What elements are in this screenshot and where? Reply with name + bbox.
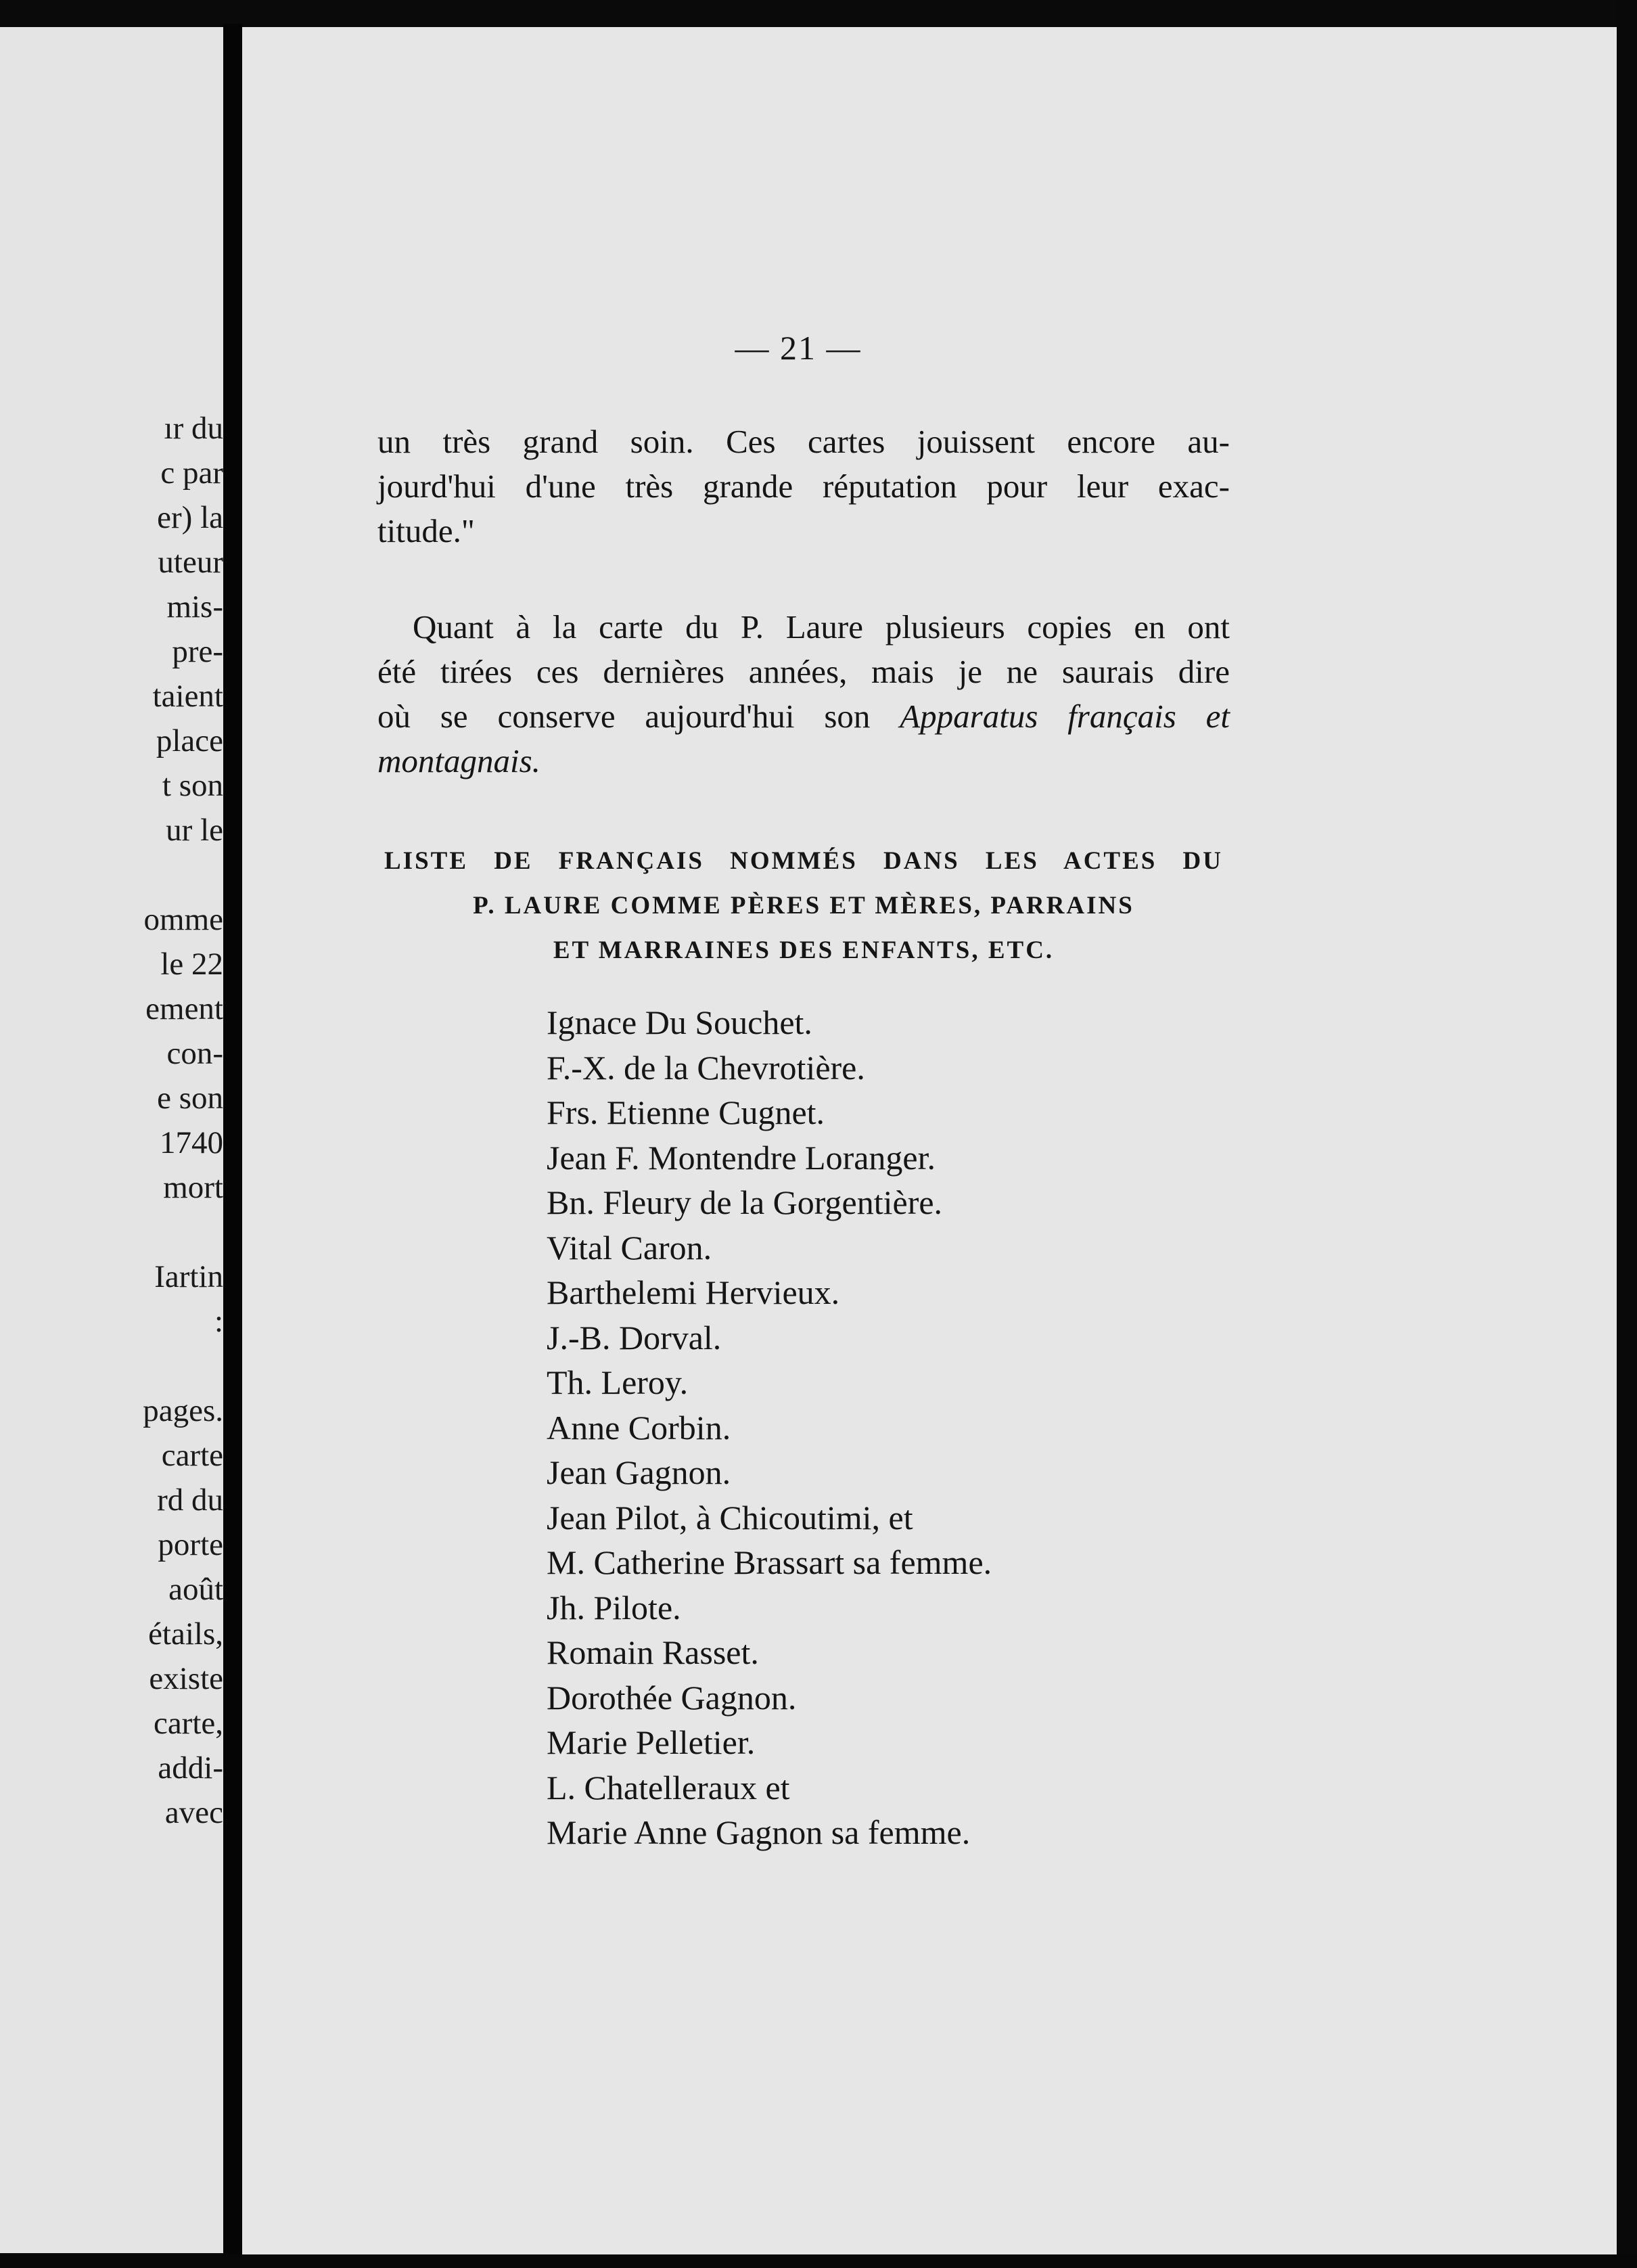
heading-line: LISTE DE FRANÇAIS NOMMÉS DANS LES ACTES DU bbox=[384, 847, 1223, 875]
list-item: Jean Pilot, à Chicoutimi, et bbox=[547, 1498, 913, 1537]
left-page-line: avec bbox=[164, 1795, 223, 1830]
left-page-line: étails, bbox=[148, 1616, 223, 1652]
paragraph-line: été tirées ces dernières années, mais je ne saurais dire bbox=[377, 653, 1230, 690]
paragraph-quote-end bbox=[377, 419, 1230, 553]
list-item: Marie Anne Gagnon sa femme. bbox=[547, 1813, 971, 1851]
left-page-line: addi- bbox=[158, 1750, 223, 1786]
heading-line: P. LAURE COMME PÈRES ET MÈRES, PARRAINS bbox=[473, 892, 1134, 920]
paragraph-line: jourd'hui d'une très grande réputation pour leur exac- bbox=[377, 468, 1230, 505]
left-page-line: pages. bbox=[143, 1393, 223, 1428]
book-title-italic: Apparatus français et bbox=[900, 698, 1230, 735]
left-page-line: ement bbox=[145, 991, 223, 1026]
list-item: Vital Caron. bbox=[547, 1228, 712, 1267]
left-page-line: place bbox=[156, 723, 223, 758]
left-page-line: 1740 bbox=[160, 1125, 223, 1160]
paragraph-line: Quant à la carte du P. Laure plusieurs copies en ont bbox=[413, 608, 1230, 645]
left-page-fragment bbox=[0, 27, 223, 2253]
list-item: L. Chatelleraux et bbox=[547, 1768, 790, 1807]
left-page-line: c par bbox=[160, 455, 223, 491]
left-page-line: mis- bbox=[166, 589, 223, 625]
list-item: Romain Rasset. bbox=[547, 1633, 759, 1671]
left-page-line: : bbox=[214, 1304, 223, 1339]
list-item: Frs. Etienne Cugnet. bbox=[547, 1093, 825, 1131]
paragraph-line: titude." bbox=[377, 512, 475, 549]
left-page-line: rd du bbox=[157, 1482, 223, 1518]
left-page-line: mort bbox=[163, 1170, 223, 1205]
left-page-line: er) la bbox=[157, 500, 223, 535]
list-item: Marie Pelletier. bbox=[547, 1723, 756, 1761]
list-item: Jh. Pilote. bbox=[547, 1588, 681, 1627]
list-item: F.-X. de la Chevrotière. bbox=[547, 1048, 865, 1087]
list-item: J.-B. Dorval. bbox=[547, 1318, 722, 1357]
left-page-line: porte bbox=[158, 1527, 223, 1562]
list-item: Dorothée Gagnon. bbox=[547, 1678, 797, 1717]
left-page-line: uteur bbox=[158, 545, 223, 580]
list-item: Bn. Fleury de la Gorgentière. bbox=[547, 1183, 943, 1221]
paragraph-line bbox=[377, 739, 1230, 784]
left-page-line: carte bbox=[161, 1438, 223, 1473]
paragraph-laure-map bbox=[377, 605, 1230, 784]
heading-line: ET MARRAINES DES ENFANTS, ETC. bbox=[553, 936, 1055, 964]
list-item: Th. Leroy. bbox=[547, 1363, 689, 1401]
left-page-line: août bbox=[168, 1572, 223, 1607]
list-item: Ignace Du Souchet. bbox=[547, 1003, 812, 1041]
left-page-line: omme bbox=[143, 902, 223, 937]
left-page-line: taient bbox=[152, 679, 223, 714]
left-page-line: existe bbox=[149, 1661, 223, 1696]
book-spine bbox=[223, 24, 242, 2256]
names-list bbox=[547, 1000, 1223, 1855]
left-page-line: t son bbox=[162, 768, 223, 803]
left-page-line: Iartin bbox=[154, 1259, 223, 1294]
scan-bottom-border bbox=[0, 2254, 1637, 2268]
paragraph-line bbox=[377, 694, 1230, 739]
left-page-line: pre- bbox=[172, 634, 223, 669]
list-item: Barthelemi Hervieux. bbox=[547, 1273, 840, 1311]
list-item: M. Catherine Brassart sa femme. bbox=[547, 1543, 992, 1581]
list-item: Jean Gagnon. bbox=[547, 1453, 731, 1491]
paragraph-line: un très grand soin. Ces cartes jouissent encore au- bbox=[377, 423, 1230, 460]
list-item: Jean F. Montendre Loranger. bbox=[547, 1138, 936, 1177]
left-page-line: ur le bbox=[166, 813, 223, 848]
page-number: — 21 — bbox=[735, 329, 862, 367]
book-title-italic: montagnais. bbox=[377, 742, 540, 779]
list-item: Anne Corbin. bbox=[547, 1408, 731, 1447]
scan-right-border bbox=[1617, 0, 1637, 2268]
left-page-line: carte, bbox=[153, 1706, 223, 1741]
left-page-line: e son bbox=[157, 1081, 223, 1116]
list-heading bbox=[384, 839, 1223, 973]
left-page-line: ır du bbox=[164, 411, 223, 446]
paragraph-text: où se conserve aujourd'hui son bbox=[377, 698, 900, 735]
left-page-line: le 22 bbox=[160, 947, 223, 982]
left-page-line: con- bbox=[166, 1036, 223, 1071]
